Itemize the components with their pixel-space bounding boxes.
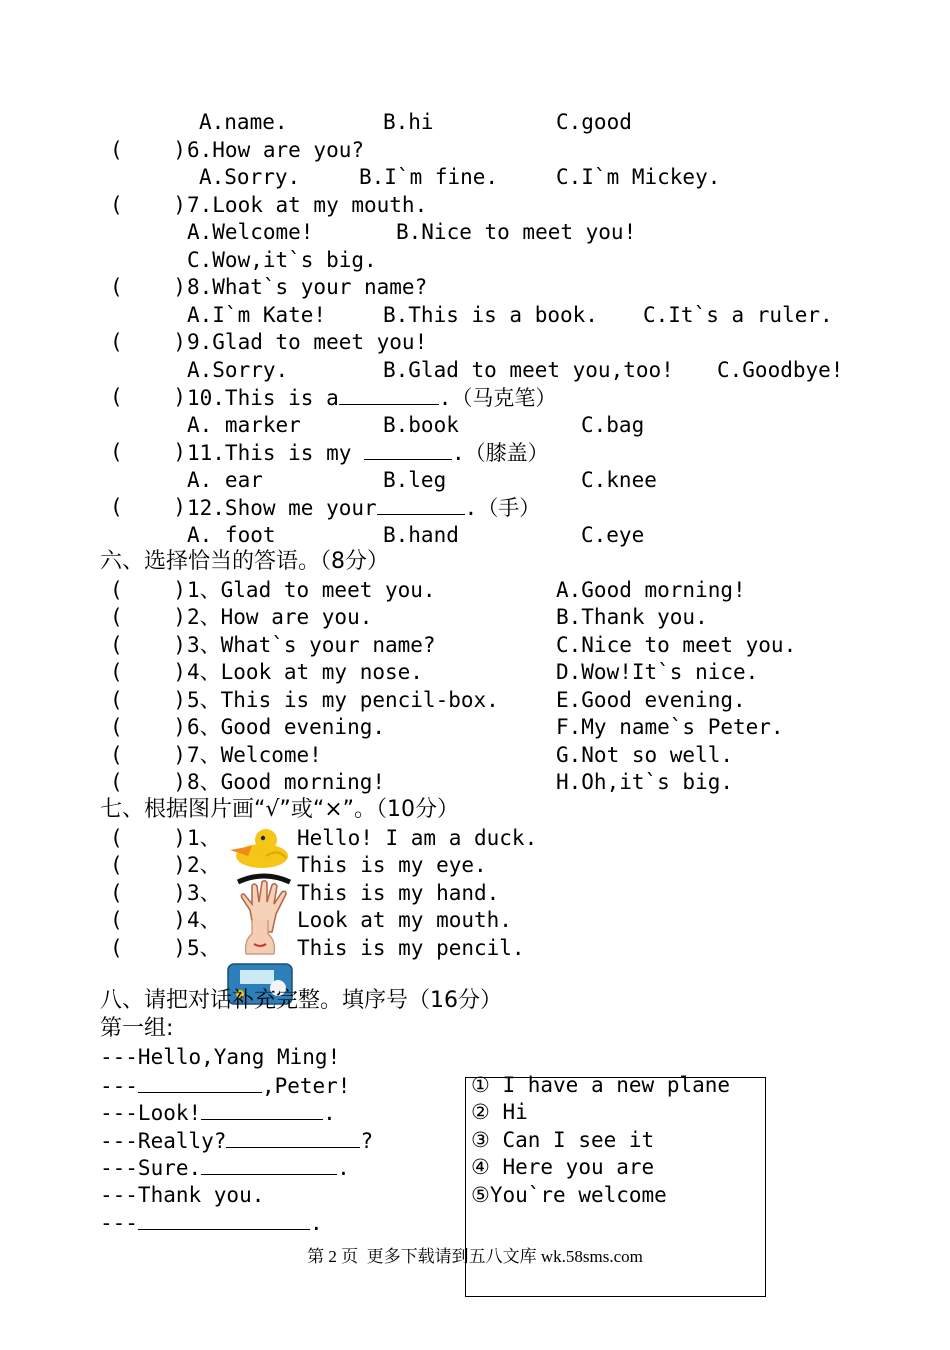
dialog-line: ---Hello,Yang Ming! bbox=[100, 1045, 341, 1069]
answer-choice: G.Not so well. bbox=[556, 743, 734, 767]
question-text: 7、Welcome! bbox=[187, 743, 322, 767]
question-text: 9.Glad to meet you! bbox=[187, 330, 428, 354]
answer-paren[interactable]: ( ) bbox=[110, 908, 186, 932]
q5-cont-option-c: C.good bbox=[556, 110, 632, 134]
fill-blank[interactable] bbox=[377, 494, 465, 515]
option-c: C.bag bbox=[581, 413, 645, 437]
fill-blank[interactable] bbox=[339, 384, 439, 405]
answer-paren[interactable]: ( ) bbox=[110, 495, 186, 519]
answer-paren[interactable]: ( ) bbox=[110, 605, 186, 629]
answer-paren[interactable]: ( ) bbox=[110, 138, 186, 162]
answer-choice: E.Good evening. bbox=[556, 688, 746, 712]
dialog-prefix: --- bbox=[100, 1211, 138, 1235]
section-6-title: 六、选择恰当的答语。（8分） bbox=[100, 549, 389, 574]
dialog-line bbox=[100, 1127, 373, 1154]
option-item: ⑤You`re welcome bbox=[471, 1183, 667, 1207]
option-a: A.I`m Kate! bbox=[187, 303, 327, 327]
item-number: 2、 bbox=[187, 853, 221, 877]
chinese-hint: （膝盖） bbox=[464, 441, 549, 465]
option-a: A.Sorry. bbox=[187, 358, 289, 382]
option-c: C.Wow,it`s big. bbox=[187, 248, 377, 272]
answer-paren[interactable]: ( ) bbox=[110, 193, 186, 217]
answer-paren[interactable]: ( ) bbox=[110, 688, 186, 712]
answer-paren[interactable]: ( ) bbox=[110, 578, 186, 602]
answer-paren[interactable]: ( ) bbox=[110, 826, 186, 850]
option-b: B.This is a book. bbox=[383, 303, 598, 327]
option-b: B.Nice to meet you! bbox=[396, 220, 637, 244]
statement-text: Hello! I am a duck. bbox=[297, 826, 538, 850]
item-number: 3、 bbox=[187, 881, 221, 905]
answer-paren[interactable]: ( ) bbox=[110, 275, 186, 299]
option-b: B.Glad to meet you,too! bbox=[383, 358, 674, 382]
dialog-suffix: . bbox=[309, 1211, 323, 1235]
dialog-line bbox=[100, 1154, 350, 1181]
dialog-prefix: ---Sure. bbox=[100, 1156, 202, 1180]
question-text: 7.Look at my mouth. bbox=[187, 193, 428, 217]
option-item: ② Hi bbox=[471, 1100, 528, 1124]
dialog-line bbox=[100, 1072, 350, 1099]
question-prefix: 10.This is a bbox=[187, 386, 339, 410]
question-text: 8、Good morning! bbox=[187, 770, 386, 794]
answer-choice: H.Oh,it`s big. bbox=[556, 770, 734, 794]
option-a: A. marker bbox=[187, 413, 301, 437]
question-text: 3、What`s your name? bbox=[187, 633, 436, 657]
answer-choice: D.Wow!It`s nice. bbox=[556, 660, 759, 684]
dialog-suffix: . bbox=[337, 1156, 350, 1180]
q5-cont-option-b: B.hi bbox=[383, 110, 434, 134]
chinese-hint: （手） bbox=[477, 496, 541, 520]
option-item: ① I have a new plane bbox=[471, 1073, 731, 1097]
question-text: 1、Glad to meet you. bbox=[187, 578, 436, 602]
option-b: B.book bbox=[383, 413, 459, 437]
fill-blank[interactable] bbox=[364, 439, 452, 460]
option-a: A.Sorry. bbox=[199, 165, 301, 189]
statement-text: This is my pencil. bbox=[297, 936, 525, 960]
question-suffix: . bbox=[464, 496, 478, 520]
answer-paren[interactable]: ( ) bbox=[110, 715, 186, 739]
option-a: A.Welcome! bbox=[187, 220, 314, 244]
answer-paren[interactable]: ( ) bbox=[110, 440, 186, 464]
group-label: 第一组: bbox=[100, 1016, 174, 1041]
item-number: 1、 bbox=[187, 826, 221, 850]
answer-paren[interactable]: ( ) bbox=[110, 881, 186, 905]
option-c: C.Goodbye! bbox=[717, 358, 844, 382]
q5-cont-option-a: A.name. bbox=[199, 110, 288, 134]
answer-paren[interactable]: ( ) bbox=[110, 660, 186, 684]
question-suffix: . bbox=[452, 441, 465, 465]
item-number: 5、 bbox=[187, 936, 221, 960]
dialog-prefix: ---Really? bbox=[100, 1129, 227, 1153]
question-prefix: 11.This is my bbox=[187, 441, 365, 465]
fill-blank[interactable] bbox=[138, 1209, 310, 1230]
section-7-title: 七、根据图片画“√”或“×”。（10分） bbox=[100, 797, 460, 822]
fill-blank[interactable] bbox=[201, 1099, 323, 1120]
option-c: C.eye bbox=[581, 523, 645, 547]
option-c: C.I`m Mickey. bbox=[556, 165, 721, 189]
dialog-line bbox=[100, 1209, 323, 1236]
answer-choice: C.Nice to meet you. bbox=[556, 633, 797, 657]
statement-text: Look at my mouth. bbox=[297, 908, 512, 932]
statement-text: This is my hand. bbox=[297, 881, 500, 905]
option-a: A. ear bbox=[187, 468, 263, 492]
question-text bbox=[187, 439, 549, 466]
answer-choice: B.Thank you. bbox=[556, 605, 708, 629]
dialog-suffix: ? bbox=[360, 1129, 374, 1153]
dialog-suffix: ,Peter! bbox=[261, 1074, 351, 1098]
page-footer: 第 2 页 更多下载请到五八文库 wk.58sms.com bbox=[307, 1247, 643, 1266]
dialog-line: ---Thank you. bbox=[100, 1183, 265, 1207]
answer-paren[interactable]: ( ) bbox=[110, 770, 186, 794]
section-8-title: 八、请把对话补充完整。填序号（16分） bbox=[100, 988, 502, 1013]
answer-paren[interactable]: ( ) bbox=[110, 385, 186, 409]
item-number: 4、 bbox=[187, 908, 221, 932]
question-text bbox=[187, 494, 540, 521]
question-text: 4、Look at my nose. bbox=[187, 660, 423, 684]
answer-paren[interactable]: ( ) bbox=[110, 853, 186, 877]
answer-paren[interactable]: ( ) bbox=[110, 743, 186, 767]
question-prefix: 12.Show me your bbox=[187, 496, 377, 520]
dialog-suffix: . bbox=[323, 1101, 336, 1125]
option-item: ④ Here you are bbox=[471, 1155, 655, 1179]
question-text bbox=[187, 384, 556, 411]
option-c: C.It`s a ruler. bbox=[643, 303, 833, 327]
statement-text: This is my eye. bbox=[297, 853, 487, 877]
option-b: B.leg bbox=[383, 468, 447, 492]
question-text: 5、This is my pencil-box. bbox=[187, 688, 499, 712]
question-text: 6.How are you? bbox=[187, 138, 365, 162]
option-c: C.knee bbox=[581, 468, 657, 492]
duck-icon bbox=[226, 826, 292, 870]
option-a: A. foot bbox=[187, 523, 276, 547]
question-text: 6、Good evening. bbox=[187, 715, 386, 739]
question-suffix: . bbox=[438, 386, 452, 410]
dialog-prefix: --- bbox=[100, 1074, 138, 1098]
option-b: B.I`m fine. bbox=[359, 165, 499, 189]
answer-choice: F.My name`s Peter. bbox=[556, 715, 784, 739]
fill-blank[interactable] bbox=[226, 1127, 360, 1148]
option-item: ③ Can I see it bbox=[471, 1128, 655, 1152]
dialog-prefix: ---Look! bbox=[100, 1101, 202, 1125]
answer-paren[interactable]: ( ) bbox=[110, 936, 186, 960]
option-b: B.hand bbox=[383, 523, 459, 547]
answer-choice: A.Good morning! bbox=[556, 578, 746, 602]
chinese-hint: （马克笔） bbox=[451, 386, 557, 410]
fill-blank[interactable] bbox=[201, 1154, 337, 1175]
dialog-line bbox=[100, 1099, 336, 1126]
answer-paren[interactable]: ( ) bbox=[110, 330, 186, 354]
answer-paren[interactable]: ( ) bbox=[110, 633, 186, 657]
question-text: 8.What`s your name? bbox=[187, 275, 428, 299]
question-text: 2、How are you. bbox=[187, 605, 373, 629]
fill-blank[interactable] bbox=[138, 1072, 262, 1093]
mouth-icon bbox=[240, 920, 280, 962]
